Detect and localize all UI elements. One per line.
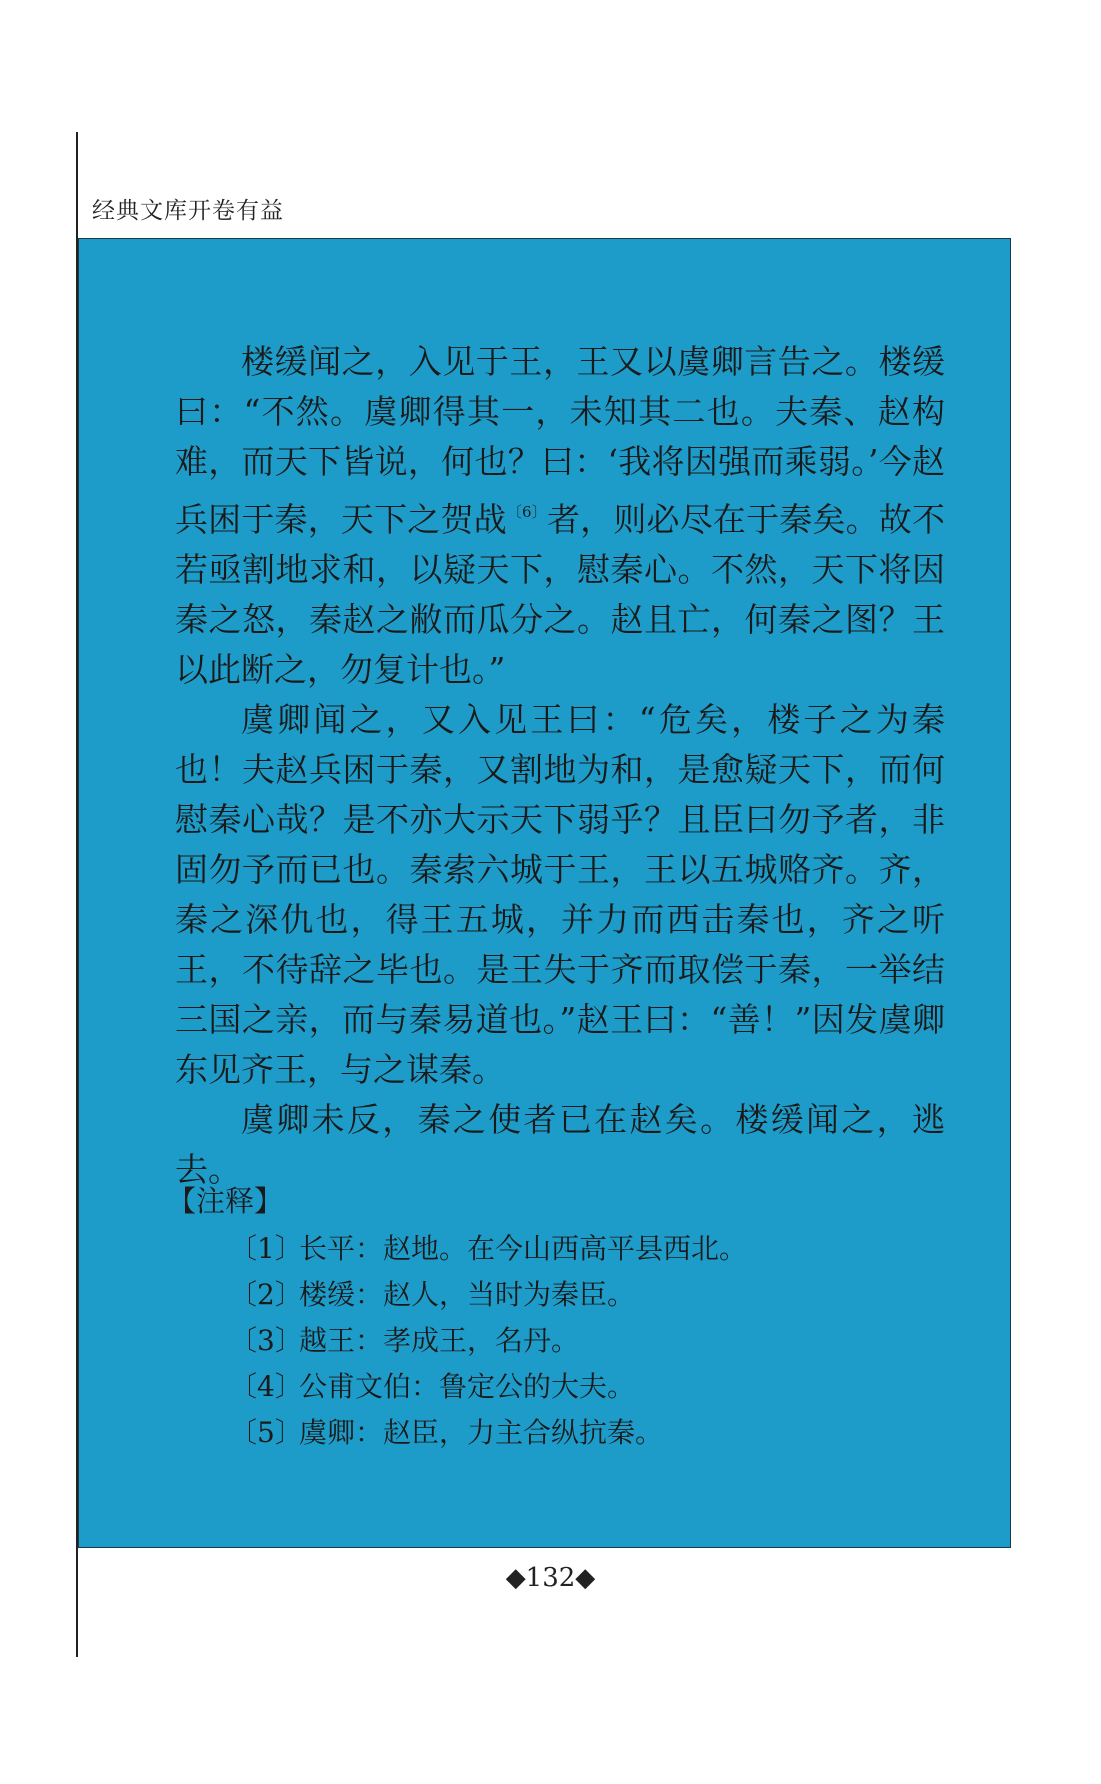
content-panel [78,238,1011,1548]
footnote-ref-6: 〔6〕 [506,503,547,521]
note-item [229,1410,747,1456]
page-number: ◆132◆ [505,1563,596,1593]
note-text: 公甫文伯：鲁定公的大夫。 [299,1370,636,1403]
note-number: 〔4〕 [229,1370,303,1403]
note-number: 〔3〕 [229,1324,303,1357]
body-text [175,337,945,1195]
notes-heading: 【注释】 [167,1184,284,1218]
note-number: 〔2〕 [229,1278,303,1311]
note-text: 长平：赵地。在今山西高平县西北。 [299,1232,748,1265]
note-text: 虞卿：赵臣，力主合纵抗秦。 [299,1416,664,1449]
note-number: 〔1〕 [229,1232,303,1265]
paragraph-3: 虞卿未反，秦之使者已在赵矣。楼缓闻之，逃去。 [175,1100,945,1189]
note-item [229,1272,747,1318]
running-header: 经典文库开卷有益 [92,198,284,224]
note-item [229,1226,747,1272]
notes-list [229,1226,747,1456]
paragraph-2: 虞卿闻之，又入见王曰：“危矣，楼子之为秦也！夫赵兵困于秦，又割地为和，是愈疑天下，而何慰秦心哉？是不亦大示天下弱乎？且臣曰勿予者，非固勿予而已也。秦索六城于王，王以五城赂齐。齐，秦之深仇也，得王五城，并力而西击秦也，齐之听王，不待辞之毕也。是王失于齐而取偿于秦，一举结三国之亲，而与秦易道也。”赵王曰：“善！”因发虞卿东见齐王，与之谋秦。 [175,700,945,1089]
note-number: 〔5〕 [229,1416,303,1449]
note-text: 楼缓：赵人，当时为秦臣。 [299,1278,636,1311]
paragraph-1-part-b: 者，则必尽在于秦矣。故不若亟割地求和，以疑天下，慰秦心。不然，天下将因秦之怒，秦赵之敝而瓜分之。赵且亡，何秦之图？王以此断之，勿复计也。” [175,500,946,689]
paragraph-1-part-a: 楼缓闻之，入见于王，王又以虞卿言告之。楼缓曰：“不然。虞卿得其一，未知其二也。夫秦、赵构难，而天下皆说，何也？曰：‘我将因强而乘弱。’今赵兵困于秦，天下之贺战 [175,342,945,539]
note-item [229,1318,747,1364]
note-item [229,1364,747,1410]
paragraph-1 [175,337,945,695]
note-text: 越王：孝成王，名丹。 [299,1324,580,1357]
